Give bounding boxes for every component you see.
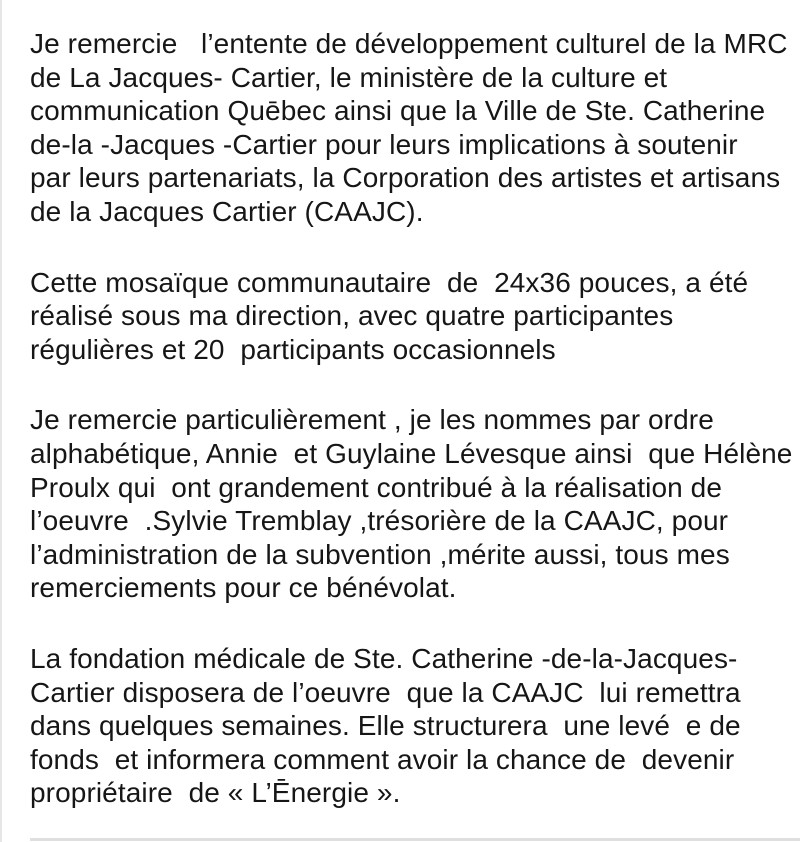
text-line: Cartier disposera de l’oeuvre que la CAAJC lui remettra	[30, 676, 741, 708]
text-line: alphabétique, Annie et Guylaine Lévesque ainsi que Hélène	[30, 437, 793, 469]
text-line: l’oeuvre .Sylvie Tremblay ,trésorière de la CAAJC, pour	[30, 505, 729, 537]
text-line: La fondation médicale de Ste. Catherine -de-la-Jacques-	[30, 642, 738, 674]
text-line: de La Jacques- Cartier, le ministère de la culture et	[30, 61, 668, 93]
text-block	[30, 27, 793, 842]
text-line: de-la -Jacques -Cartier pour leurs implications à soutenir	[30, 128, 738, 160]
paragraph-mosaic-description	[30, 266, 790, 367]
left-edge-line	[0, 0, 2, 842]
text-line: communication Quēbec ainsi que la Ville de Ste. Catherine	[30, 95, 766, 127]
text-line: réalisé sous ma direction, avec quatre participantes	[30, 300, 674, 332]
text-line: fonds et informera comment avoir la chance de devenir	[30, 743, 735, 775]
text-line: propriétaire de « L’Ēnergie ».	[30, 777, 401, 809]
paragraph-thanks-individuals	[30, 403, 793, 605]
text-line: régulières et 20 participants occasionnels	[30, 333, 556, 365]
paragraph-foundation	[30, 642, 790, 810]
text-line: dans quelques semaines. Elle structurera une levé e de	[30, 710, 741, 742]
paragraph-thanks-partners	[30, 27, 790, 229]
text-line: par leurs partenariats, la Corporation des artistes et artisans	[30, 162, 781, 194]
text-line: Proulx qui ont grandement contribué à la réalisation de	[30, 471, 723, 503]
text-line: de la Jacques Cartier (CAAJC).	[30, 195, 424, 227]
text-line: Cette mosaïque communautaire de 24x36 pouces, a été	[30, 266, 749, 298]
bottom-separator-line	[30, 838, 800, 841]
text-line: l’administration de la subvention ,mérite aussi, tous mes	[30, 538, 730, 570]
text-line: remerciements pour ce bénévolat.	[30, 572, 457, 604]
text-line: Je remercie particulièrement , je les nommes par ordre	[30, 404, 714, 436]
text-line: Je remercie l’entente de développement culturel de la MRC	[30, 28, 788, 59]
